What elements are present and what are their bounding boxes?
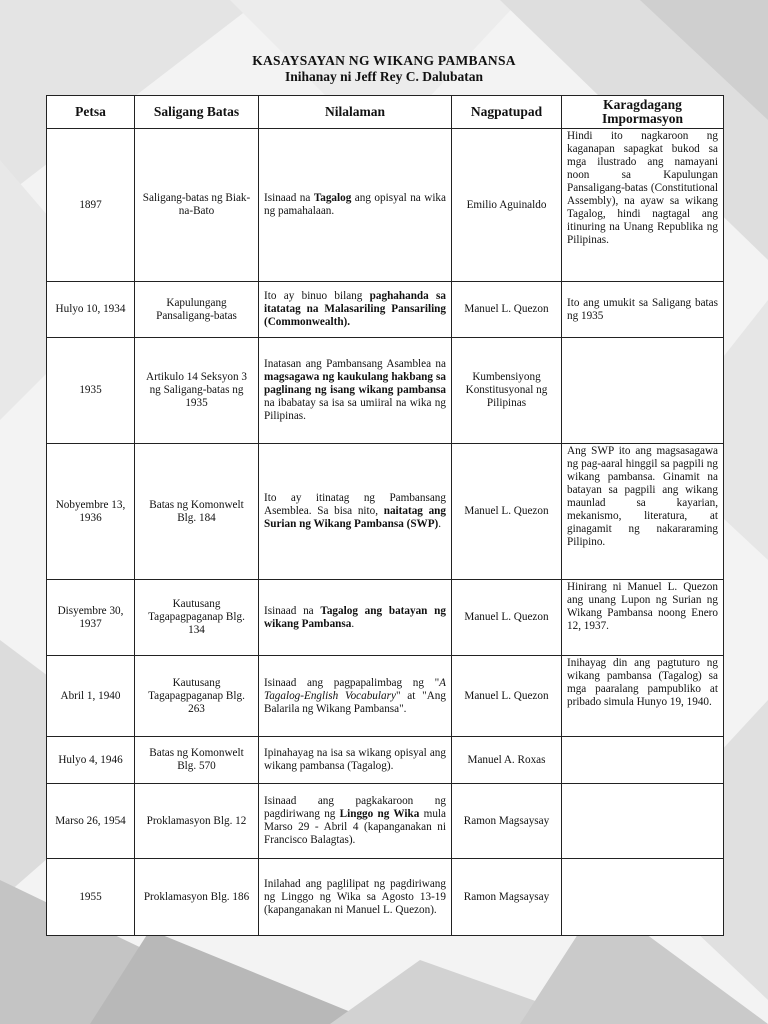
cell-nilalaman	[259, 444, 452, 580]
cell-saligang-batas: Proklamasyon Blg. 12	[135, 784, 259, 859]
cell-nagpatupad: Ramon Magsaysay	[452, 784, 562, 859]
cell-impormasyon	[562, 859, 724, 936]
history-table	[46, 95, 724, 936]
cell-nagpatupad: Manuel L. Quezon	[452, 580, 562, 656]
cell-nagpatupad: Manuel L. Quezon	[452, 282, 562, 338]
cell-impormasyon	[562, 338, 724, 444]
document-subtitle: Inihanay ni Jeff Rey C. Dalubatan	[284, 69, 484, 84]
cell-saligang-batas: Kautusang Tagapagpaganap Blg. 263	[135, 656, 259, 737]
table-row	[47, 129, 724, 282]
text-run: Inilahad ang paglilipat ng pagdiriwang ng Linggo ng Wika sa Agosto 13-19 (kapanganakan ni Manuel L. Quezon).	[264, 877, 446, 916]
cell-impormasyon: Ang SWP ito ang magsasagawa ng pag-aaral hinggil sa pagpili ng wikang pambansa. Ginamit na batayan sa pagpili ang wikang maunlad sa kayarian, mekanismo, literatura, at ginagamit ng nakararaming Pilipino.	[562, 444, 724, 580]
cell-nilalaman	[259, 580, 452, 656]
column-header-nagpatupad: Nagpatupad	[452, 96, 562, 129]
cell-nagpatupad: Manuel A. Roxas	[452, 737, 562, 784]
cell-impormasyon: Hinirang ni Manuel L. Quezon ang unang Lupon ng Surian ng Wikang Pambansa noong Enero 12, 1937.	[562, 580, 724, 656]
table-row	[47, 282, 724, 338]
cell-nilalaman	[259, 282, 452, 338]
text-run: Ipinahayag na isa sa wikang opisyal ang wikang pambansa (Tagalog).	[264, 747, 446, 772]
text-run: na ibabatay sa isa sa umiiral na wika ng Pilipinas.	[264, 397, 446, 422]
cell-saligang-batas: Proklamasyon Blg. 186	[135, 859, 259, 936]
cell-petsa: Abril 1, 1940	[47, 656, 135, 737]
column-header-nilalaman: Nilalaman	[259, 96, 452, 129]
text-run: .	[438, 518, 442, 530]
cell-impormasyon	[562, 784, 724, 859]
table-row	[47, 580, 724, 656]
cell-nagpatupad: Ramon Magsaysay	[452, 859, 562, 936]
cell-nagpatupad: Kumbensiyong Konstitusyonal ng Pilipinas	[452, 338, 562, 444]
cell-saligang-batas: Artikulo 14 Seksyon 3 ng Saligang-batas ng 1935	[135, 338, 259, 444]
cell-impormasyon: Hindi ito nagkaroon ng kaganapan sapagkat bukod sa mga ilustrado ang namayani noon sa Kapulungan Pansaligang-batas (Constitutional Assembly), na ayaw sa wikang Tagalog, hindi nagtagal ang itinuring na Unang Republika ng Pilipinas.	[562, 129, 724, 282]
bold-text: Linggo ng Wika	[339, 808, 420, 820]
cell-impormasyon: Inihayag din ang pagtuturo ng wikang pambansa (Tagalog) sa mga paaralang pampubliko at pribado simula Hunyo 19, 1940.	[562, 656, 724, 737]
text-run: Ito ay binuo bilang	[264, 290, 370, 302]
text-run: Isinaad na	[264, 192, 314, 204]
cell-nilalaman	[259, 784, 452, 859]
text-run: Isinaad ang pagpapalimbag ng "	[264, 676, 440, 689]
cell-nilalaman	[259, 338, 452, 444]
text-run: Inatasan ang Pambansang Asamblea na	[264, 358, 446, 370]
column-header-impormasyon: Karagdagang Impormasyon	[562, 96, 724, 129]
cell-petsa: Hulyo 4, 1946	[47, 737, 135, 784]
cell-petsa: Nobyembre 13, 1936	[47, 444, 135, 580]
cell-saligang-batas: Batas ng Komonwelt Blg. 184	[135, 444, 259, 580]
table-header-row	[47, 96, 724, 129]
cell-petsa: Hulyo 10, 1934	[47, 282, 135, 338]
cell-petsa: 1897	[47, 129, 135, 282]
text-run: " at "Ang Balarila ng Wikang Pambansa".	[264, 689, 446, 715]
bold-text: Tagalog ang batayan ng wikang Pambansa	[264, 604, 446, 630]
text-run: Ito ay itinatag ng Pambansang Asemblea. Sa bisa nito,	[264, 492, 446, 517]
table-row	[47, 859, 724, 936]
document-header	[0, 53, 768, 85]
cell-petsa: 1955	[47, 859, 135, 936]
table-row	[47, 444, 724, 580]
cell-nilalaman	[259, 129, 452, 282]
cell-saligang-batas: Batas ng Komonwelt Blg. 570	[135, 737, 259, 784]
cell-nagpatupad: Manuel L. Quezon	[452, 444, 562, 580]
cell-impormasyon: Ito ang umukit sa Saligang batas ng 1935	[562, 282, 724, 338]
text-run: Isinaad ang pagkakaroon ng pagdiriwang ng	[264, 795, 446, 820]
table-row	[47, 656, 724, 737]
table-row	[47, 737, 724, 784]
cell-nagpatupad: Emilio Aguinaldo	[452, 129, 562, 282]
text-run: Isinaad na	[264, 604, 321, 617]
bold-text: paghahanda sa itatatag na Malasariling Pansariling (Commonwealth).	[264, 290, 447, 328]
cell-saligang-batas: Kautusang Tagapagpaganap Blg. 134	[135, 580, 259, 656]
cell-saligang-batas: Kapulungang Pansaligang-batas	[135, 282, 259, 338]
document-title: KASAYSAYAN NG WIKANG PAMBANSA	[252, 53, 516, 68]
column-header-saligang-batas: Saligang Batas	[135, 96, 259, 129]
bold-text: magsagawa ng kaukulang hakbang sa paglinang ng isang wikang pambansa	[264, 371, 446, 396]
cell-impormasyon	[562, 737, 724, 784]
italic-text: A Tagalog-English Vocabulary	[264, 676, 446, 702]
cell-petsa: Marso 26, 1954	[47, 784, 135, 859]
text-run: ang opisyal na wika ng pamahalaan.	[264, 192, 446, 217]
text-run: mula Marso 29 - Abril 4 (kapanganakan ni Francisco Balagtas).	[264, 808, 446, 846]
cell-nilalaman	[259, 737, 452, 784]
table-row	[47, 784, 724, 859]
cell-petsa: Disyembre 30, 1937	[47, 580, 135, 656]
text-run: .	[351, 617, 355, 630]
table-row	[47, 338, 724, 444]
cell-nilalaman	[259, 859, 452, 936]
cell-nagpatupad: Manuel L. Quezon	[452, 656, 562, 737]
column-header-petsa: Petsa	[47, 96, 135, 129]
cell-petsa: 1935	[47, 338, 135, 444]
cell-saligang-batas: Saligang-batas ng Biak-na-Bato	[135, 129, 259, 282]
bold-text: naitatag ang Surian ng Wikang Pambansa (SWP)	[264, 505, 446, 530]
bold-text: Tagalog	[313, 192, 352, 204]
cell-nilalaman	[259, 656, 452, 737]
